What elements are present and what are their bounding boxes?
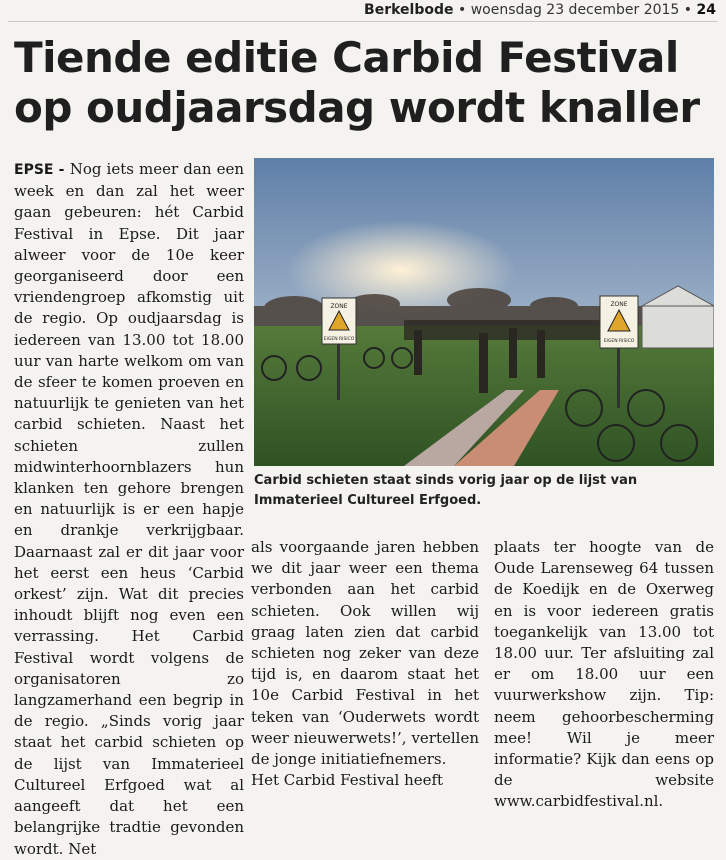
- page-separator: •: [679, 2, 697, 18]
- dateline: EPSE -: [14, 162, 70, 178]
- column-2-text: als voorgaande jaren hebben we dit jaar weer een thema verbonden aan het carbid schieten. Ook willen wij graag laten zien dat carbid schieten nog zeker van deze tijd is, en daarom staat het 10e Carbid Festival in het teken van ‘Ouderwets wordt weer nieuwerwets!’, vertellen de jonge initiatiefnemers.: [251, 538, 479, 769]
- sign-left-top: ZONE: [330, 303, 348, 310]
- page-number: 24: [696, 2, 716, 18]
- sign-left-bottom: EIGEN RISICO: [323, 337, 355, 342]
- newspaper-name: Berkelbode: [364, 2, 454, 18]
- article-headline: Tiende editie Carbid Festival op oudjaarsdag wordt knaller: [14, 33, 700, 132]
- header-separator: •: [453, 2, 471, 18]
- article-column-2: [251, 537, 479, 791]
- column-3-text: plaats ter hoogte van de Oude Larenseweg 64 tussen de Koedijk en de Oxerweg en is voor iedereen gratis toegankelijk van 13.00 tot 18.00 uur. Ter afsluiting zal er om 18.00 uur een vuurwerkshow zijn. Tip: neem gehoorbescherming mee! Wil je meer informatie? Kijk dan eens op de website www.carbidfestival.nl.: [494, 538, 714, 811]
- column-1-text: Nog iets meer dan een week en dan zal het weer gaan gebeuren: hét Carbid Festival in Epse. Dit jaar alweer voor de 10e keer georganiseerd door een vriendengroep afkomstig uit de regio. Op oudjaarsdag is iedereen van 13.00 tot 18.00 uur van harte welkom om van de sfeer te komen proeven en natuurlijk te genieten van het carbid schieten. Naast het schieten zullen midwinterhoornblazers hun klanken ten gehore brengen en natuurlijk is er een hapje en drankje verkrijgbaar. Daarnaast zal er dit jaar voor het eerst een heus ‘Carbid orkest’ zijn. Wat dit precies inhoudt blijft nog even een verrassing. Het Carbid Festival wordt volgens de organisatoren zo langzamerhand een begrip in de regio. „Sinds vorig jaar staat het carbid schieten op de lijst van Immaterieel Cultureel Erfgoed wat al aangeeft dat het een belangrijke tradtie gevonden wordt. Net: [14, 160, 244, 858]
- article-photo: [254, 158, 714, 466]
- sign-right-bottom: EIGEN RISICO: [603, 339, 635, 344]
- page-header: [0, 0, 726, 26]
- photo-caption: Carbid schieten staat sinds vorig jaar op de lijst van Immaterieel Cultureel Erfgoed.: [254, 473, 638, 508]
- header-rule: [8, 21, 718, 22]
- article-column-1: [14, 159, 244, 860]
- header-text: [364, 2, 716, 18]
- sign-right-top: ZONE: [610, 301, 628, 308]
- article-column-3: [494, 537, 714, 813]
- column-2-text-continued: Het Carbid Festival heeft: [251, 771, 444, 790]
- issue-date: woensdag 23 december 2015: [470, 2, 680, 18]
